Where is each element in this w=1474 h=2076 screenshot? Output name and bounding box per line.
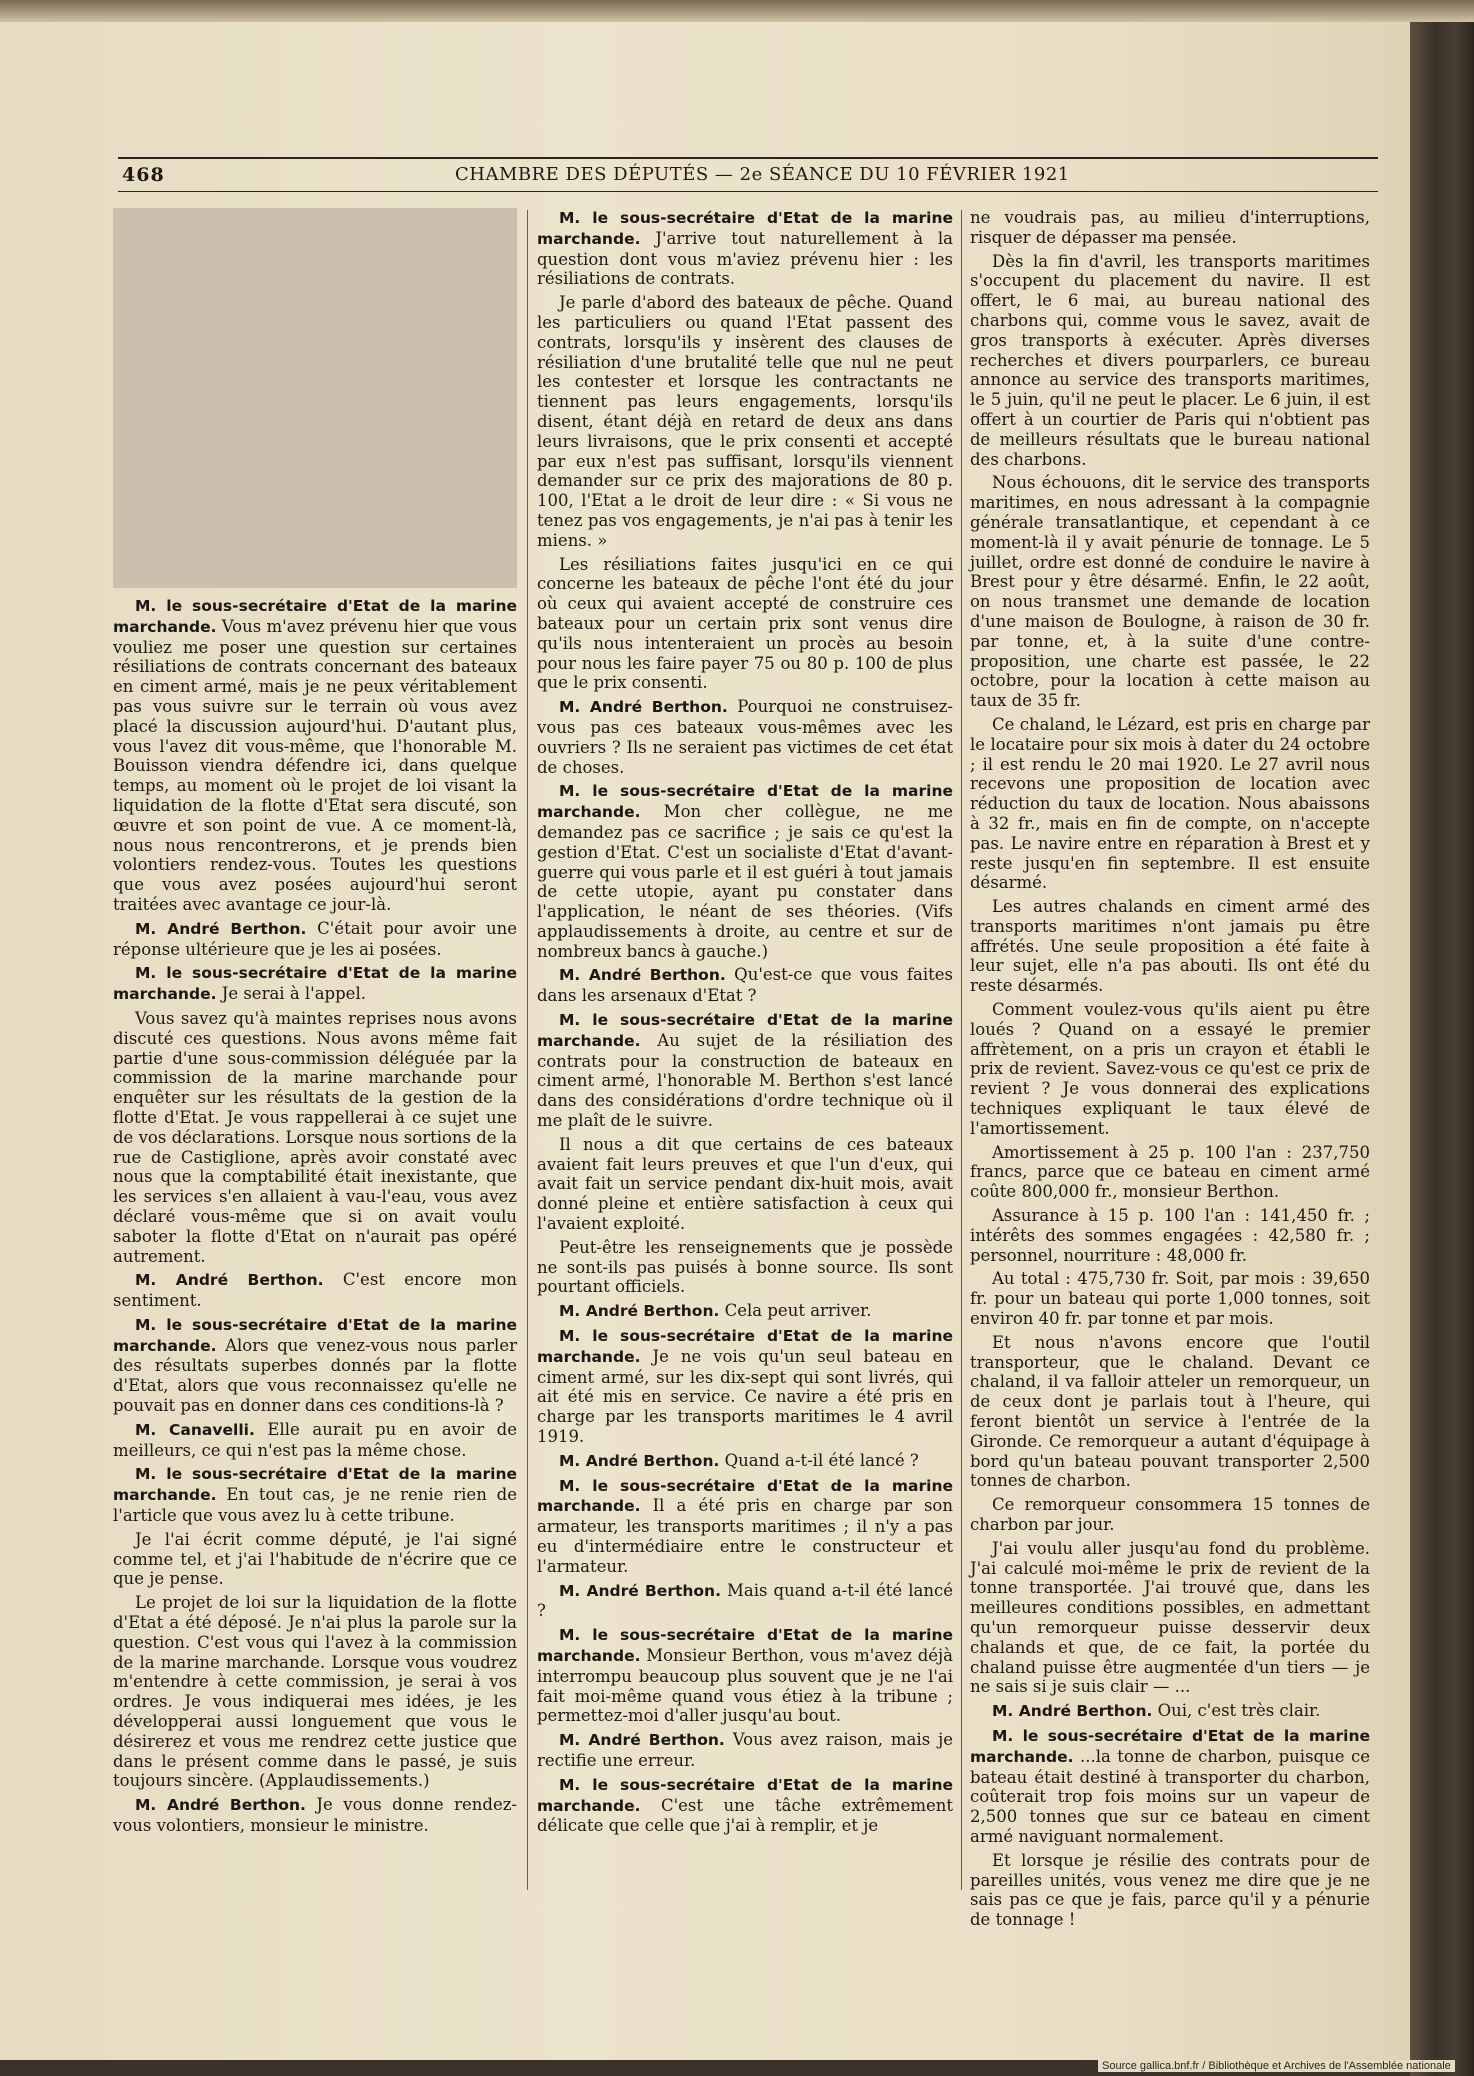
speaker-name: M. le sous-secrétaire d'Etat de la marine marchande.: [537, 1775, 953, 1815]
speaker-name: M. le sous-secrétaire d'Etat de la marine marchande.: [537, 1011, 953, 1050]
speaker-name: M. le sous-secrétaire d'Etat de la marine marchande.: [537, 209, 953, 248]
paragraph-text: Les résiliations faites jusqu'ici en ce qui concerne les bateaux de pêche l'ont été du jour où ceux qui avaient accepté de construire ces bateaux pour un certain prix sont venus dire qu'ils nous intenteraient un procès au besoin pour nous les faire payer 75 ou 80 p. 100 de plus que le prix consenti.: [537, 554, 953, 693]
column-divider: [961, 210, 962, 1890]
paragraph-text: Alors que venez-vous nous parler des résultats superbes donnés par la flotte d'Etat, alors que vous reconnaissez qu'elle ne pouvait pas en donner dans ces conditions-là ?: [113, 1335, 517, 1416]
page-number: 468: [122, 164, 165, 186]
paragraph: [537, 781, 953, 961]
running-head: CHAMBRE DES DÉPUTÉS — 2e SÉANCE DU 10 FÉVRIER 1921: [455, 164, 1070, 185]
paragraph: [537, 555, 953, 694]
paragraph: [113, 963, 517, 1005]
paragraph: [537, 1010, 953, 1131]
paragraph: [113, 1795, 517, 1836]
paragraph: [537, 1451, 953, 1472]
paragraph: [970, 1143, 1370, 1202]
paragraph-text: Qu'est-ce que vous faites dans les arsenaux d'Etat ?: [537, 965, 953, 1006]
paragraph-text: Il nous a dit que certains de ces bateaux avaient fait leurs preuves et que l'un d'eux, qui avait fait un service pendant dix-huit mois, avait donné pleine et entière satisfaction à ceux qui l'avaient exploité.: [537, 1134, 953, 1234]
paragraph-text: Nous échouons, dit le service des transports maritimes, en nous adressant à la compagnie générale transatlantique, et cependant à ce moment-là il y avait pénurie de tonnage. Le 5 juillet, ordre est donné de conduire le navire à Brest pour y être désarmé. Enfin, le 22 août, on nous transmet une demande de location d'une maison de Boulogne, à raison de 30 fr. par tonne, et, à la suite d'une contre-proposition, une charte est passée, le 22 octobre, pour la location à cette maison au taux de 35 fr.: [970, 473, 1370, 711]
paragraph: [537, 1476, 953, 1577]
speaker-name: M. le sous-secrétaire d'Etat de la marine marchande.: [537, 1626, 953, 1665]
paragraph-text: C'est encore mon sentiment.: [113, 1270, 518, 1311]
paragraph: [537, 293, 953, 550]
speaker-name: M. André Berthon.: [135, 1796, 306, 1815]
paragraph-text: Je parle d'abord des bateaux de pêche. Quand les particuliers ou quand l'Etat passent des contrats, lorsqu'ils y insèrent des clauses de résiliation d'une brutalité telle que nul ne peut les contester et lorsque les contractants ne tiennent pas leurs engagements, lorsqu'ils disent, étant déjà en retard de deux ans dans leurs livraisons, que le prix consenti et accepté par eux n'est pas suffisant, lorsqu'ils viennent demander sur ce prix des majorations de 80 p. 100, l'Etat a le droit de leur dire : « Si vous ne tenez pas vos engagements, je n'ai pas à tenir les miens. »: [537, 293, 953, 550]
paragraph-text: ...la tonne de charbon, puisque ce bateau était destiné à transporter du charbon, coûterait trop fois moins sur un vapeur de 2,500 tonnes que sur ce bateau en ciment armé naviguant normalement.: [970, 1746, 1370, 1846]
speaker-name: M. le sous-secrétaire d'Etat de la marine marchande.: [113, 1315, 517, 1355]
paragraph: [113, 1420, 517, 1461]
paragraph: [113, 1464, 517, 1525]
paragraph-text: Vous avez raison, mais je rectifie une erreur.: [537, 1730, 953, 1770]
paragraph-text: Et lorsque je résilie des contrats pour de pareilles unités, vous venez me dire que je ne sais pas ce que je fais, parce qu'il y a pénurie de tonnage !: [970, 1850, 1370, 1930]
paragraph-text: Les autres chalands en ciment armé des transports maritimes n'ont jamais pu être affrétés. Une seule proposition a été faite à leur sujet, elle n'a pas abouti. Ils ont été du reste désarmés.: [970, 897, 1370, 996]
paragraph-text: Peut-être les renseignements que je possède ne sont-ils pas puisés à bonne source. Ils sont pourtant officiels.: [537, 1237, 953, 1297]
paragraph-text: J'ai voulu aller jusqu'au fond du problème. J'ai calculé moi-même le prix de revient de la tonne transportée. J'ai trouvé que, dans les meilleures conditions possibles, en admettant qu'un remorqueur puisse desservir deux chalands et que, de ce fait, la portée du chaland puisse être augmentée d'un tiers — je ne sais si je suis clair — ...: [970, 1538, 1370, 1697]
speaker-name: M. André Berthon.: [559, 966, 726, 985]
paragraph-text: Je ne vois qu'un seul bateau en ciment armé, sur les dix-sept qui sont livrés, qui ait été mis en service. Ce navire a été pris en charge par les transports maritimes le 4 avril 1919.: [537, 1346, 953, 1447]
paragraph: [970, 1206, 1370, 1265]
paragraph: [537, 1730, 953, 1771]
paragraph-text: Vous m'avez prévenu hier que vous vouliez me poser une question sur certaines résiliations de contrats concernant des bateaux en ciment armé, mais je ne peux véritablement pas vous suivre sur le terrain où vous avez placé la discussion aujourd'hui. D'autant plus, vous l'avez dit vous-même, que l'honorable M. Bouisson viendra défendre ici, dans quelque temps, au moment où le projet de loi visant la liquidation de la flotte d'Etat sera discuté, son œuvre et son point de vue. A ce moment-là, nous nous rencontrerons, et je prends bien volontiers rendez-vous. Toutes les questions que vous avez posées aujourd'hui seront traitées avec avantage ce jour-là.: [113, 616, 517, 914]
paragraph-text: Monsieur Berthon, vous m'avez déjà interrompu beaucoup plus souvent que je ne l'ai fait moi-même quand vous étiez à la tribune ; permettez-moi d'aller jusqu'au bout.: [537, 1645, 953, 1726]
paragraph-text: Dès la fin d'avril, les transports maritimes s'occupent du placement du navire. Il est offert, le 6 mai, au bureau national des charbons qui, comme vous le savez, avait de gros transports à exécuter. Après diverses recherches et divers pourparlers, ce bureau annonce au service des transports maritimes, le 5 juin, qu'il ne peut le placer. Le 6 juin, il est offert à un courtier de Paris qui n'obtient pas de meilleurs résultats que le bureau national des charbons.: [970, 251, 1370, 469]
paragraph-text: Et nous n'avons encore que l'outil transporteur, que le chaland. Devant ce chaland, il va falloir atteler un remorqueur, un de ceux dont je parlais tout à l'heure, qui feront bientôt un service à l'entrée de la Gironde. Ce remorqueur a autant d'équipage à bord qu'un bateau pouvant transporter 2,500 tonnes de charbon.: [970, 1332, 1370, 1491]
paragraph-text: Il a été pris en charge par son armateur, les transports maritimes ; il n'y a pas eu d'intermédiaire entre le constructeur et l'armateur.: [537, 1496, 953, 1576]
paragraph-text: Ce remorqueur consommera 15 tonnes de charbon par jour.: [970, 1495, 1370, 1534]
paragraph: [970, 1000, 1370, 1139]
paragraph: [970, 1333, 1370, 1491]
paragraph-text: En tout cas, je ne renie rien de l'article que vous avez lu à cette tribune.: [113, 1485, 517, 1526]
paragraph-text: Au total : 475,730 fr. Soit, par mois : 39,650 fr. pour un bateau qui porte 1,000 tonnes, soit environ 40 fr. par tonne et par mois.: [970, 1269, 1370, 1329]
speaker-name: M. André Berthon.: [559, 698, 728, 717]
paragraph: [537, 1775, 953, 1836]
paragraph: [537, 1326, 953, 1447]
paragraph-text: J'arrive tout naturellement à la question dont vous m'aviez prévenu hier : les résiliations de contrats.: [537, 228, 953, 289]
paragraph: [970, 473, 1370, 711]
speaker-name: M. André Berthon.: [559, 1451, 720, 1470]
paragraph-text: Vous savez qu'à maintes reprises nous avons discuté ces questions. Nous avons même fait partie d'une sous-commission déléguée par la commission de la marine marchande pour enquêter sur les résultats de la gestion de la flotte d'Etat. Je vous rappellerai à ce sujet une de vos déclarations. Lorsque nous sortions de la rue de Castiglione, après avoir constaté avec nous que la comptabilité était inexistante, que les services s'en allaient à vau-l'eau, vous avez déclaré vous-même que si on avait voulu saboter la flotte d'Etat on n'aurait pas opéré autrement.: [113, 1008, 517, 1266]
text-column-3: [970, 208, 1370, 1930]
speaker-name: M. Canavelli.: [135, 1420, 255, 1439]
paragraph-text: Le projet de loi sur la liquidation de la flotte d'Etat a été déposé. Je n'ai plus la parole sur la question. C'est vous qui l'avez à la commission de la marine marchande. Lorsque vous voudrez m'entendre à cette commission, je serai à vos ordres. Je vous indiquerai mes idées, je les développerai aussi longuement que vous le désirerez et vous me rendrez cette justice que dans le présent comme dans le passé, je suis toujours sincère. (Applaudissements.): [113, 1593, 517, 1791]
paragraph: [113, 919, 517, 960]
speaker-name: M. le sous-secrétaire d'Etat de la marine marchande.: [537, 782, 953, 822]
speaker-name: M. André Berthon.: [559, 1302, 720, 1321]
speaker-name: M. André Berthon.: [559, 1731, 725, 1750]
paragraph-text: Oui, c'est très clair.: [1152, 1701, 1321, 1721]
paragraph-text: Cela peut arriver.: [719, 1301, 872, 1321]
paragraph-text: Mais quand a-t-il été lancé ?: [537, 1580, 953, 1621]
speaker-name: M. André Berthon.: [559, 1581, 721, 1600]
paragraph-text: Assurance à 15 p. 100 l'an : 141,450 fr. ; intérêts des sommes engagées : 42,580 fr. ; personnel, nourriture : 48,000 fr.: [970, 1206, 1370, 1265]
speaker-name: M. le sous-secrétaire d'Etat de la marine marchande.: [113, 1465, 517, 1505]
speaker-name: M. le sous-secrétaire d'Etat de la marine marchande.: [113, 964, 517, 1004]
paragraph-text: Elle aurait pu en avoir de meilleurs, ce qui n'est pas la même chose.: [113, 1419, 517, 1460]
paragraph: [537, 1625, 953, 1726]
paragraph: [113, 1315, 517, 1416]
text-column-1: [113, 208, 517, 1898]
paragraph: [113, 1009, 517, 1266]
paragraph: [970, 1726, 1370, 1847]
paragraph: [537, 1301, 953, 1322]
paragraph-text: Pourquoi ne construisez-vous pas ces bateaux vous-mêmes avec les ouvriers ? Ils ne seraient pas victimes de cet état de choses.: [537, 697, 953, 777]
paragraph-text: Je vous donne rendez-vous volontiers, monsieur le ministre.: [113, 1795, 517, 1836]
paragraph-text: Au sujet de la résiliation des contrats pour la construction de bateaux en ciment armé, l'honorable M. Berthon s'est lancé dans des considérations d'ordre technique où il me plaît de le suivre.: [537, 1030, 953, 1131]
paragraph: [537, 965, 953, 1006]
paragraph: [113, 1530, 517, 1589]
text-column-2: [537, 208, 953, 1898]
paragraph-text: ne voudrais pas, au milieu d'interruptions, risquer de dépasser ma pensée.: [970, 208, 1370, 247]
redacted-block: [113, 208, 517, 588]
speaker-name: M. le sous-secrétaire d'Etat de la marine marchande.: [970, 1726, 1370, 1766]
speaker-name: M. le sous-secrétaire d'Etat de la marine marchande.: [537, 1476, 953, 1516]
paragraph: [113, 596, 517, 915]
book-binding-edge: [1410, 0, 1474, 2076]
paragraph-text: Je serai à l'appel.: [216, 984, 366, 1004]
paragraph: [537, 208, 953, 289]
paragraph: [537, 697, 953, 777]
paragraph: [970, 1851, 1370, 1930]
paragraph: [970, 208, 1370, 248]
paragraph: [970, 1539, 1370, 1697]
column-divider: [527, 210, 528, 1890]
header-rule-bottom: [118, 191, 1378, 192]
page-top-edge: [0, 0, 1474, 22]
paragraph: [537, 1238, 953, 1297]
speaker-name: M. André Berthon.: [135, 919, 307, 938]
paragraph: [537, 1581, 953, 1622]
source-credit: Source gallica.bnf.fr / Bibliothèque et Archives de l'Assemblée nationale: [1098, 2060, 1455, 2072]
paragraph: [970, 252, 1370, 470]
paragraph-text: C'est une tâche extrêmement délicate que celle que j'ai à remplir, et je: [537, 1795, 953, 1836]
paragraph: [970, 897, 1370, 996]
paragraph-text: Quand a-t-il été lancé ?: [719, 1450, 919, 1470]
paragraph-text: Comment voulez-vous qu'ils aient pu être loués ? Quand on a essayé le premier affrètement, on a pris un crayon et établi le prix de revient. Savez-vous ce qu'est ce prix de revient ? Je vous donnerai des explications techniques expliquant le taux élevé de l'amortissement.: [970, 1000, 1370, 1138]
speaker-name: M. le sous-secrétaire d'Etat de la marine marchande.: [537, 1327, 953, 1366]
paragraph-text: Amortissement à 25 p. 100 l'an : 237,750 francs, parce que ce bateau en ciment armé coûte 800,000 fr., monsieur Berthon.: [970, 1142, 1370, 1202]
paragraph: [970, 1495, 1370, 1535]
paragraph-text: Je l'ai écrit comme député, je l'ai signé comme tel, et j'ai l'habitude de n'écrire que ce que je pense.: [113, 1529, 517, 1589]
header-rule-top: [118, 157, 1378, 159]
paragraph: [970, 1269, 1370, 1328]
paragraph-text: C'était pour avoir une réponse ultérieure que je les ai posées.: [113, 918, 517, 959]
speaker-name: M. André Berthon.: [135, 1271, 324, 1290]
paragraph: [537, 1135, 953, 1234]
paragraph: [113, 1593, 517, 1791]
paragraph-text: Mon cher collègue, ne me demandez pas ce sacrifice ; je sais ce qu'est la gestion d'Etat. C'est un socialiste d'Etat d'avant-guerre qui vous parle et il est guéri à tout jamais de cette utopie, ayant pu constater dans l'application, le néant de ses théories. (Vifs applaudissements à droite, au centre et sur de nombreux bancs à gauche.): [537, 802, 953, 961]
paragraph: [970, 715, 1370, 893]
paragraph-text: Ce chaland, le Lézard, est pris en charge par le locataire pour six mois à dater du 24 octobre ; il est rendu le 20 mai 1920. Le 27 avril nous recevons une proposition de location avec réduction du taux de location. Nous abaissons à 32 fr., mais en fin de compte, on n'accepte pas. Le navire entre en réparation à Brest et y reste jusqu'en fin septembre. Il est ensuite désarmé.: [970, 714, 1370, 893]
speaker-name: M. le sous-secrétaire d'Etat de la marine marchande.: [113, 597, 517, 636]
paragraph: [970, 1701, 1370, 1722]
paragraph: [113, 1270, 517, 1311]
speaker-name: M. André Berthon.: [992, 1702, 1153, 1721]
